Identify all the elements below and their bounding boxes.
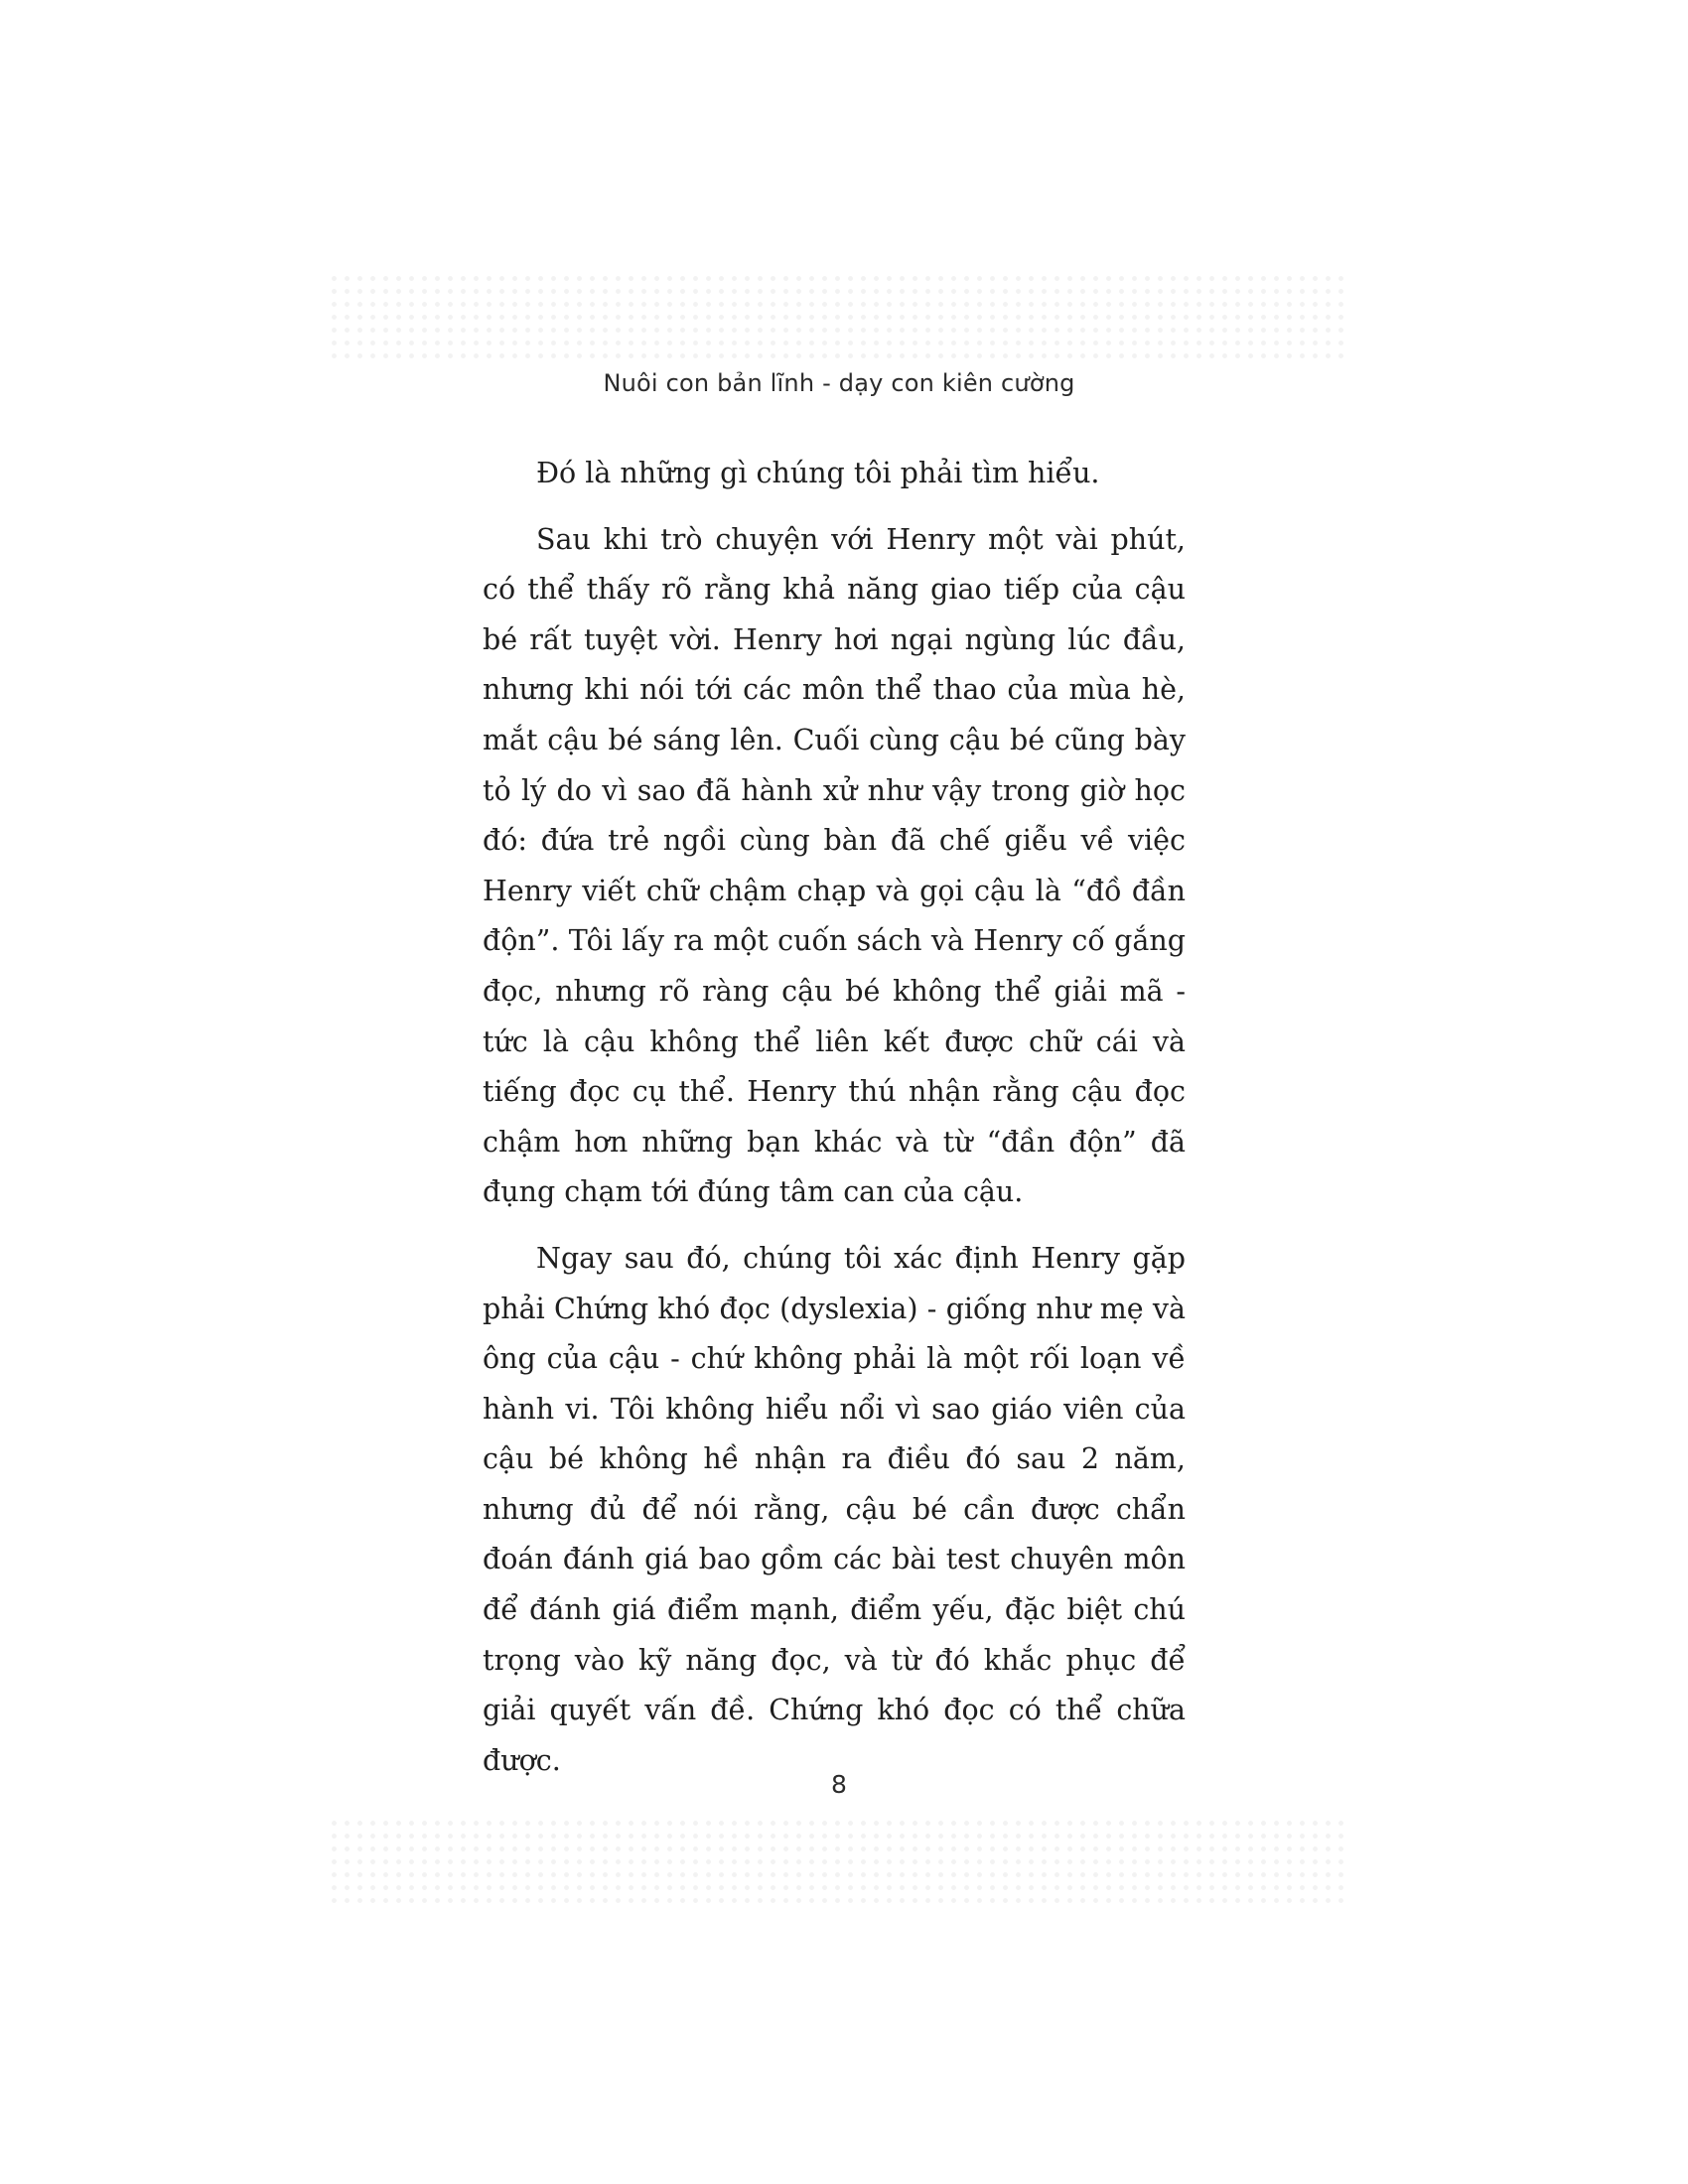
header-dot-pattern bbox=[328, 272, 1350, 359]
paragraph: Ngay sau đó, chúng tôi xác định Henry gặp phải Chứng khó đọc (dyslexia) - giống như mẹ và ông của cậu - chứ không phải là một rối loạn về hành vi. Tôi không hiểu nổi vì sao giáo viên của cậu bé không hề nhận ra điều đó sau 2 năm, nhưng đủ để nói rằng, cậu bé cần được chẩn đoán đánh giá bao gồm các bài test chuyên môn để đánh giá điểm mạnh, điểm yếu, đặc biệt chú trọng vào kỹ năng đọc, và từ đó khắc phục để giải quyết vấn đề. Chứng khó đọc có thể chữa được. bbox=[483, 1241, 1186, 1777]
page-number: 8 bbox=[831, 1770, 847, 1799]
body-text bbox=[483, 449, 1186, 1802]
paragraph: Sau khi trò chuyện với Henry một vài phút, có thể thấy rõ rằng khả năng giao tiếp của cậu bé rất tuyệt vời. Henry hơi ngại ngùng lúc đầu, nhưng khi nói tới các môn thể thao của mùa hè, mắt cậu bé sáng lên. Cuối cùng cậu bé cũng bày tỏ lý do vì sao đã hành xử như vậy trong giờ học đó: đứa trẻ ngồi cùng bàn đã chế giễu về việc Henry viết chữ chậm chạp và gọi cậu là “đồ đần độn”. Tôi lấy ra một cuốn sách và Henry cố gắng đọc, nhưng rõ ràng cậu bé không thể giải mã - tức là cậu không thể liên kết được chữ cái và tiếng đọc cụ thể. Henry thú nhận rằng cậu đọc chậm hơn những bạn khác và từ “đần độn” đã đụng chạm tới đúng tâm can của cậu. bbox=[483, 522, 1186, 1209]
paragraph: Đó là những gì chúng tôi phải tìm hiểu. bbox=[536, 457, 1100, 489]
footer-dot-pattern bbox=[328, 1817, 1350, 1904]
running-title: Nuôi con bản lĩnh - dạy con kiên cường bbox=[603, 369, 1075, 397]
